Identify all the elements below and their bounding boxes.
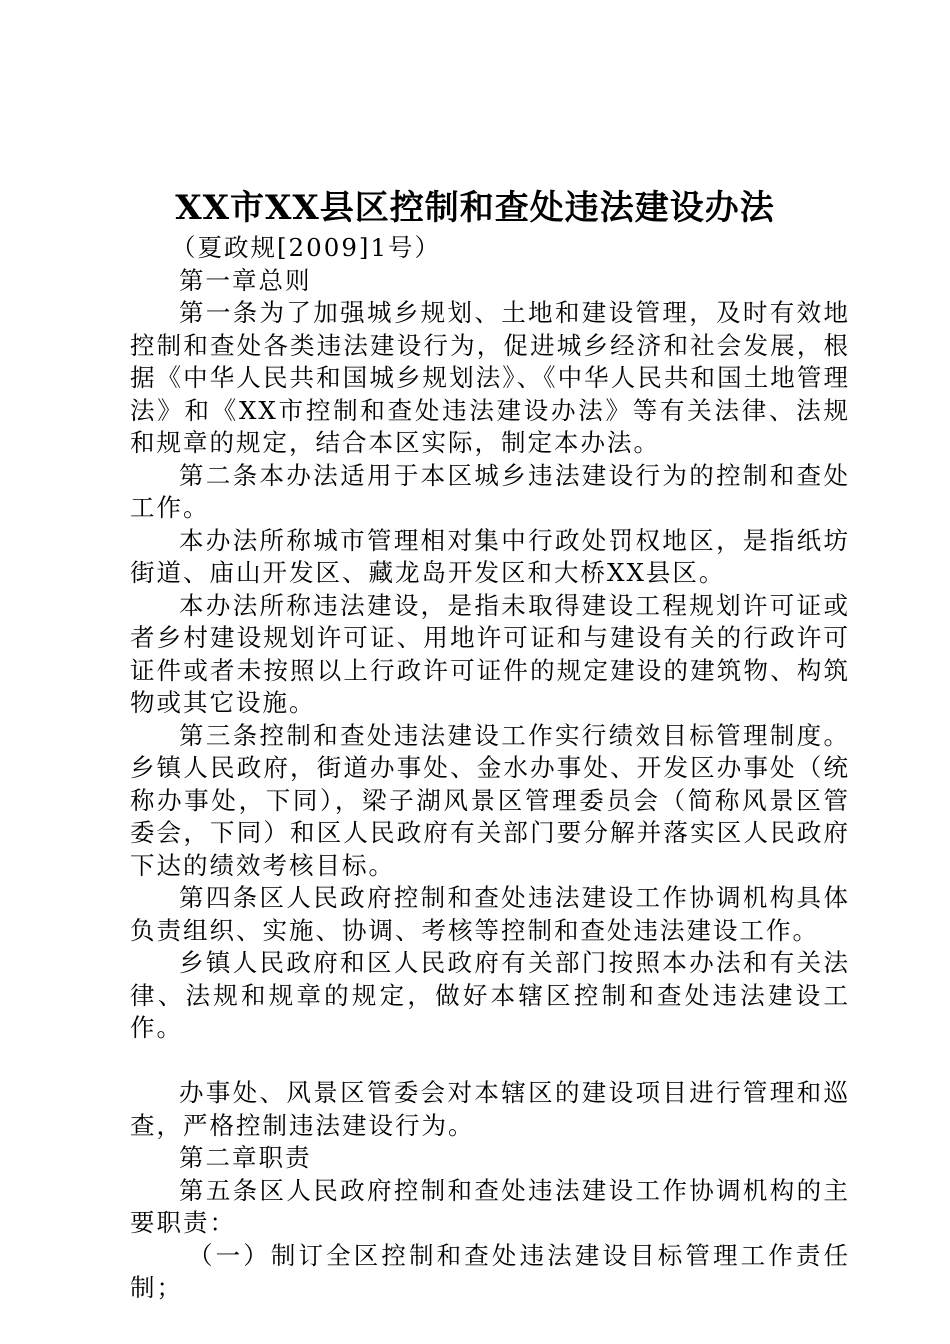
document-title: XX市XX县区控制和查处违法建设办法: [175, 188, 775, 228]
article-paragraph: 本办法所称城市管理相对集中行政处罚权地区，是指纸坊街道、庙山开发区、藏龙岛开发区和大桥XX县区。: [130, 525, 850, 587]
list-item: （一）制订全区控制和查处违法建设目标管理工作责任制；: [130, 1240, 850, 1302]
chapter-heading: 第二章职责: [179, 1143, 312, 1172]
chapter-heading: 第一章总则: [179, 265, 312, 295]
article-paragraph: 第一条为了加强城乡规划、土地和建设管理，及时有效地控制和查处各类违法建设行为，促进城乡经济和社会发展，根据《中华人民共和国城乡规划法》、《中华人民共和国土地管理法》和《XX市控制和查处违法建设办法》等有关法律、法规和规章的规定，结合本区实际，制定本办法。: [130, 298, 850, 457]
article-paragraph: 办事处、风景区管委会对本辖区的建设项目进行管理和巡查，严格控制违法建设行为。: [130, 1078, 850, 1140]
article-paragraph: 第四条区人民政府控制和查处违法建设工作协调机构具体负责组织、实施、协调、考核等控制和查处违法建设工作。: [130, 883, 850, 945]
article-paragraph: 本办法所称违法建设，是指未取得建设工程规划许可证或者乡村建设规划许可证、用地许可证和与建设有关的行政许可证件或者未按照以上行政许可证件的规定建设的建筑物、构筑物或其它设施。: [130, 590, 850, 717]
document-body: [130, 232, 850, 1305]
article-paragraph: 第五条区人民政府控制和查处违法建设工作协调机构的主要职责：: [130, 1175, 850, 1237]
document-number: （夏政规[2009]1号）: [171, 233, 442, 262]
article-paragraph: 第三条控制和查处违法建设工作实行绩效目标管理制度。乡镇人民政府，街道办事处、金水办事处、开发区办事处（统称办事处，下同），梁子湖风景区管理委员会（简称风景区管委会，下同）和区人民政府有关部门要分解并落实区人民政府下达的绩效考核目标。: [130, 720, 850, 880]
article-paragraph: 乡镇人民政府和区人民政府有关部门按照本办法和有关法律、法规和规章的规定，做好本辖区控制和查处违法建设工作。: [130, 948, 850, 1042]
article-paragraph: 第二条本办法适用于本区城乡违法建设行为的控制和查处工作。: [130, 460, 850, 522]
